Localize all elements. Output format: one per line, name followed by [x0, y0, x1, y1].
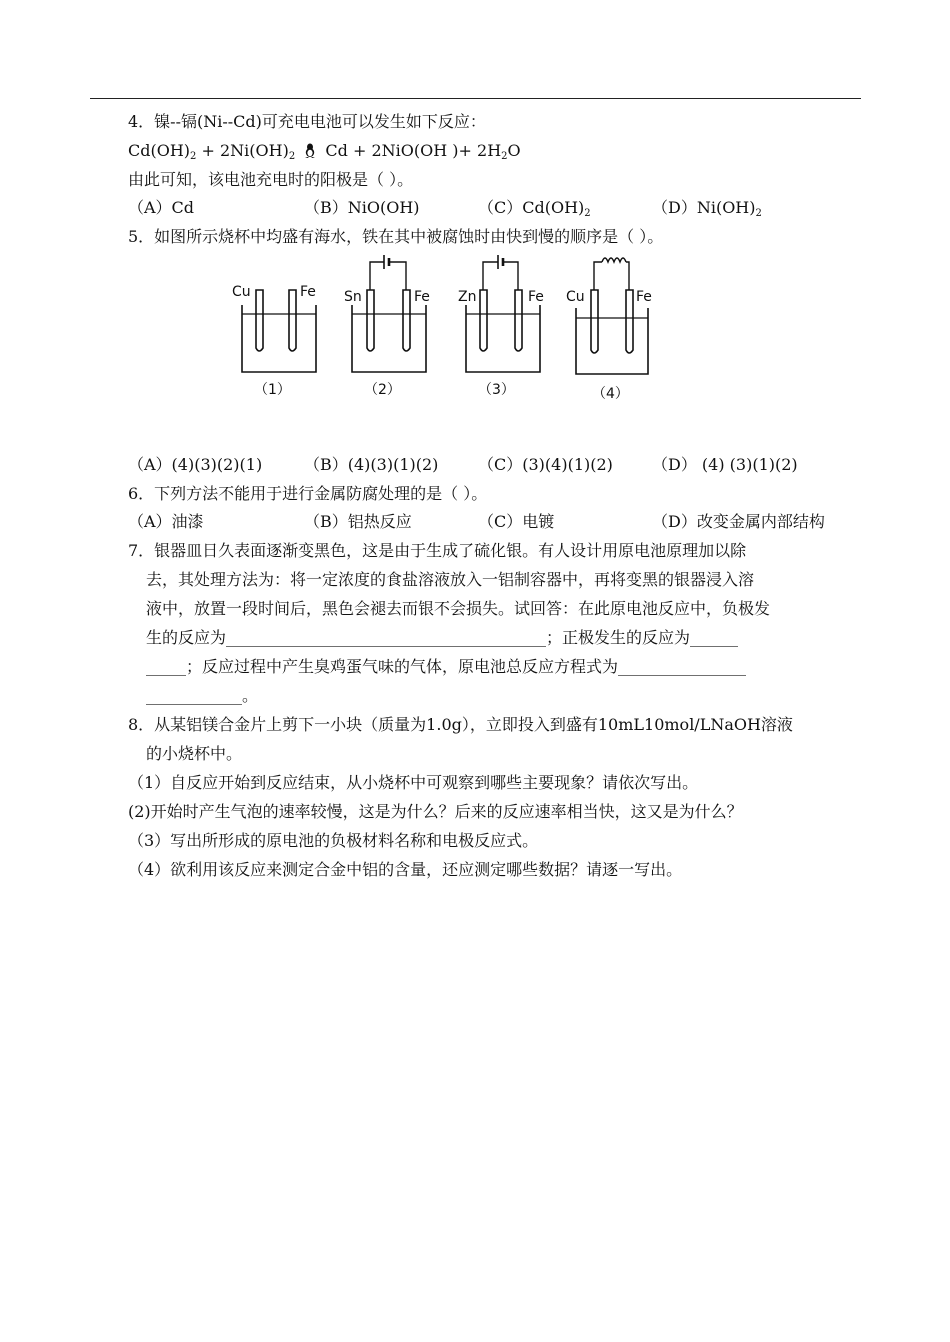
q4-option-d: $(D)Ni(OH)_2$ [652, 198, 762, 219]
beaker-4-label: （4） [592, 386, 629, 402]
q5-option-c: （C）(3)(4)(1)(2) [478, 455, 613, 474]
q5-option-d: （D） (4) (3)(1)(2) [652, 455, 798, 474]
q4-equation: $Cd(OH)_2 + 2Ni(OH)_2$ Cd + 2NiO(OH )+ $2H_2O$ [128, 141, 521, 162]
beaker-4-left-electrode: Cu [566, 289, 585, 305]
q6-option-a: （A）油漆 [128, 512, 204, 531]
beaker-3-left-electrode: Zn [458, 289, 477, 305]
beaker-3-right-electrode: Fe [528, 289, 544, 305]
beaker-1-right-electrode: Fe [300, 284, 316, 300]
resistor-coil-icon [602, 258, 626, 262]
q7-line-1: 7．银器皿日久表面逐渐变黑色，这是由于生成了硫化银。有人设计用原电池原理加以除 [128, 541, 747, 560]
q5-option-a: （A）(4)(3)(2)(1) [128, 455, 263, 474]
q8-sub-1: （1）自反应开始到反应结束，从小烧杯中可观察到哪些主要现象？请依次写出。 [128, 773, 699, 792]
q8-line-1: 8．从某铝镁合金片上剪下一小块（质量为1.0g），立即投入到盛有10mL10mol/LNaOH溶液 [128, 715, 793, 734]
q6-option-b: （B）铝热反应 [304, 512, 412, 531]
q7-line-6: ____________。 [146, 686, 259, 705]
beaker-2-label: （2） [364, 382, 401, 398]
beaker-4 [566, 258, 652, 402]
q5-stem: 5．如图所示烧杯中均盛有海水，铁在其中被腐蚀时由快到慢的顺序是（ ）。 [128, 227, 664, 246]
q7-line-4: 生的反应为________________________________________；正极发生的反应为______ [146, 628, 739, 647]
header-rule [90, 98, 861, 99]
q6-option-d: （D）改变金属内部结构 [652, 512, 825, 531]
q6-option-c: （C）电镀 [478, 512, 555, 531]
beaker-1-left-electrode: Cu [232, 284, 251, 300]
q8-sub-2: (2)开始时产生气泡的速率较慢，这是为什么？后来的反应速率相当快，这又是为什么？ [128, 802, 743, 821]
q6-stem: 6．下列方法不能用于进行金属防腐处理的是（ ）。 [128, 484, 488, 503]
beaker-2-right-electrode: Fe [414, 289, 430, 305]
beaker-2 [344, 255, 430, 398]
beaker-3-label: （3） [478, 382, 515, 398]
q4-stem: 4．镍--镉(Ni--Cd)可充电电池可以发生如下反应： [128, 112, 486, 131]
q8-sub-4: （4）欲利用该反应来测定合金中铝的含量，还应测定哪些数据？请逐一写出。 [128, 860, 683, 879]
beaker-1-label: （1） [254, 382, 291, 398]
q4-option-c: $(C)Cd(OH)_2$ [478, 198, 591, 219]
reversible-arrow-icon [302, 142, 318, 158]
beaker-4-right-electrode: Fe [636, 289, 652, 305]
beaker-figure [228, 250, 668, 410]
q7-line-5: _____；反应过程中产生臭鸡蛋气味的气体，原电池总反应方程式为________________ [146, 657, 747, 676]
beaker-2-left-electrode: Sn [344, 289, 362, 305]
q7-line-2: 去，其处理方法为：将一定浓度的食盐溶液放入一铝制容器中，再将变黑的银器浸入溶 [146, 570, 755, 589]
beaker-3 [458, 255, 544, 398]
q4-question: 由此可知，该电池充电时的阳极是（ ）。 [128, 170, 414, 189]
beaker-1 [232, 284, 316, 398]
q4-option-a: （A）Cd [128, 198, 195, 217]
q4-option-b: （B）NiO(OH) [304, 198, 420, 217]
q5-option-b: （B）(4)(3)(1)(2) [304, 455, 439, 474]
q8-sub-3: （3）写出所形成的原电池的负极材料名称和电极反应式。 [128, 831, 539, 850]
q8-line-2: 的小烧杯中。 [146, 744, 243, 763]
q7-line-3: 液中，放置一段时间后，黑色会褪去而银不会损失。试回答：在此原电池反应中，负极发 [146, 599, 771, 618]
